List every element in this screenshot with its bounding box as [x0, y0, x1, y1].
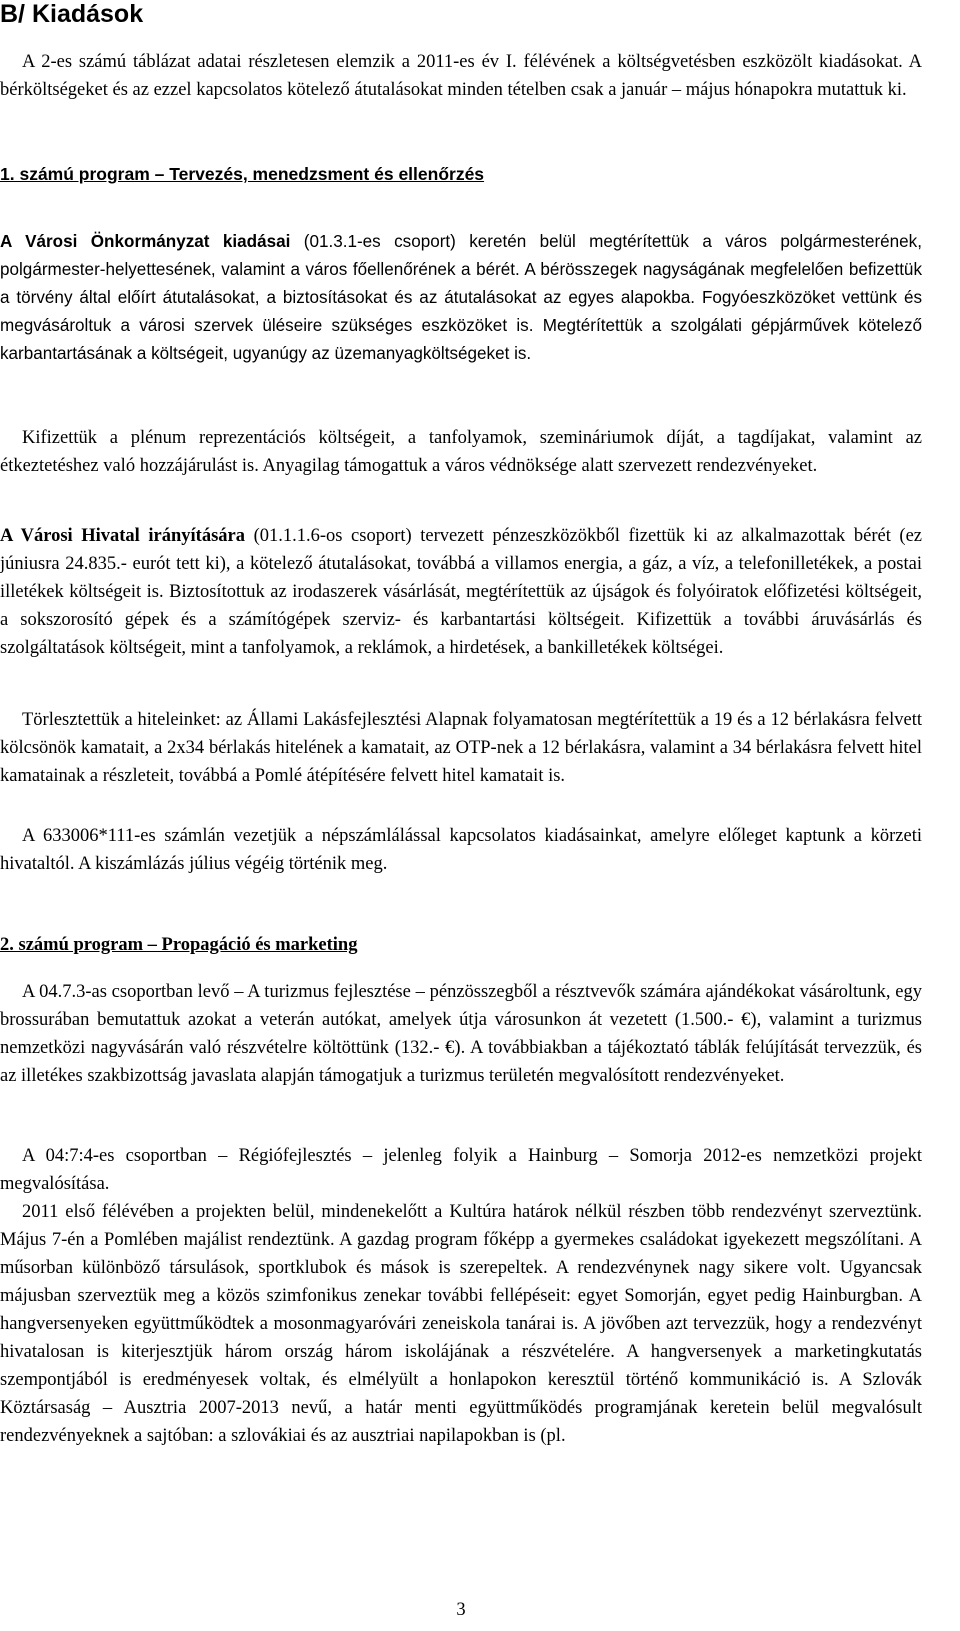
program-1-paragraph-1 [0, 228, 922, 368]
program-1-paragraph-1-text: (01.3.1-es csoport) keretén belül megtérítettük a város polgármesterének, polgármester-helyettesének, valamint a város főellenőrének a bérét. A bérösszegek nagyságának megfelelően befizettük a törvény által előírt átutalásokat, a biztosításokat és az átutalásokat az egyes alapokba. Fogyóeszközöket vettünk és megvásároltuk a városi szervek üléseire szükséges eszközöket is. Megtérítettük a szolgálati gépjárművek kötelező karbantartásának a költségeit, ugyanúgy az üzemanyagköltségeket is. [0, 232, 922, 363]
program-2-title: 2. számú program – Propagáció és marketing [0, 935, 358, 955]
program-1-subtitle-1: A Városi Önkormányzat kiadásai [0, 232, 291, 251]
program-2-paragraph-3: 2011 első félévében a projekten belül, mindenekelőtt a Kultúra határok nélkül részben több rendezvényt szerveztünk. Május 7-én a Pomlében majálist rendeztünk. A gazdag program főképp a gyermekes családokat igyekezett megszólítani. A műsorban különböző társulások, sportklubok és mások is szerepeltek. A rendezvénynek nagy sikere volt. Ugyancsak májusban szerveztük meg a közös szimfonikus zenekar további fellépéseit: egyet Somorján, egyet pedig Hainburgban. A hangversenyeken együttműködtek a mosonmagyaróvári zeneiskola tanárai is. A jövőben azt tervezzük, hogy a rendezvényt hivatalosan is kiterjesztjük három ország három iskolájának a részvételére. A hangversenyek a marketingkutatás szempontjából is eredményesek voltak, és elmélyült a honlapokon keresztül történő kommunikáció is. A Szlovák Köztársaság – Ausztria 2007-2013 nevű, a határ menti együttműködés programjának keretein belül megvalósult rendezvényeknek a sajtóban: a szlovákiai és az ausztriai napilapokban is (pl. [0, 1202, 922, 1446]
program-1-paragraph-5: A 633006*111-es számlán vezetjük a népszámlálással kapcsolatos kiadásainkat, amelyre előleget kaptunk a körzeti hivataltól. A kiszámlázás július végéig történik meg. [0, 826, 922, 874]
program-2-paragraph-1: A 04.7.3-as csoportban levő – A turizmus fejlesztése – pénzösszegből a résztvevők számára ajándékokat vásároltunk, egy brossurában bemutattuk azokat a veterán autókat, amelyek útja városunkon át vezetett (1.500.- €), valamint a turizmus nemzetközi nagyvásárán való részvételre költöttünk (132.- €). A továbbiakban a tájékoztató táblák felújítását tervezzük, és az illetékes szakbizottság javaslata alapján támogatjuk a turizmus területén megvalósított rendezvényeket. [0, 982, 922, 1086]
intro-paragraph: A 2-es számú táblázat adatai részletesen elemzik a 2011-es év I. félévének a költségvetésben eszközölt kiadásokat. A bérköltségeket és az ezzel kapcsolatos kötelező átutalásokat minden tételben csak a január – május hónapokra mutattuk ki. [0, 52, 922, 100]
program-1-title: 1. számú program – Tervezés, menedzsment és ellenőrzés [0, 164, 485, 184]
section-title: B/ Kiadások [0, 0, 144, 28]
page-number: 3 [456, 1600, 466, 1620]
program-1-subtitle-2: A Városi Hivatal irányítására [0, 526, 245, 546]
program-1-paragraph-3-text: (01.1.1.6-os csoport) tervezett pénzeszközökből fizettük ki az alkalmazottak bérét (ez júniusra 24.835.- eurót tett ki), a kötelező átutalásokat, továbbá a villamos energia, a gáz, a víz, a telefonilletékek, a postai illetékek költségeit is. Biztosítottuk az irodaszerek vásárlását, megtérítettük az újságok és folyóiratok előfizetési költségeit, a sokszorosító gépek és a számítógépek szerviz- és karbantartási költségeit. Kifizettük a további áruvásárlás és szolgáltatások költségeit, mint a tanfolyamok, a reklámok, a hirdetések, a bankilletékek költségei. [0, 526, 922, 658]
program-1-paragraph-3 [0, 522, 922, 662]
program-1-paragraph-4: Törlesztettük a hiteleinket: az Állami Lakásfejlesztési Alapnak folyamatosan megtérítettük a 19 és a 12 bérlakásra felvett kölcsönök kamatait, a 2x34 bérlakás hitelének a kamatait, az OTP-nek a 12 bérlakásra, valamint a 34 bérlakásra felvett hitel kamatainak a részleteit, továbbá a Pomlé átépítésére felvett hitel kamatait is. [0, 710, 922, 786]
program-2-paragraph-2: A 04:7:4-es csoportban – Régiófejlesztés – jelenleg folyik a Hainburg – Somorja 2012-es nemzetközi projekt megvalósítása. [0, 1146, 922, 1194]
program-1-paragraph-2: Kifizettük a plénum reprezentációs költségeit, a tanfolyamok, szemináriumok díját, a tagdíjakat, valamint az étkeztetéshez való hozzájárulást is. Anyagilag támogattuk a város védnöksége alatt szervezett rendezvényeket. [0, 428, 922, 476]
